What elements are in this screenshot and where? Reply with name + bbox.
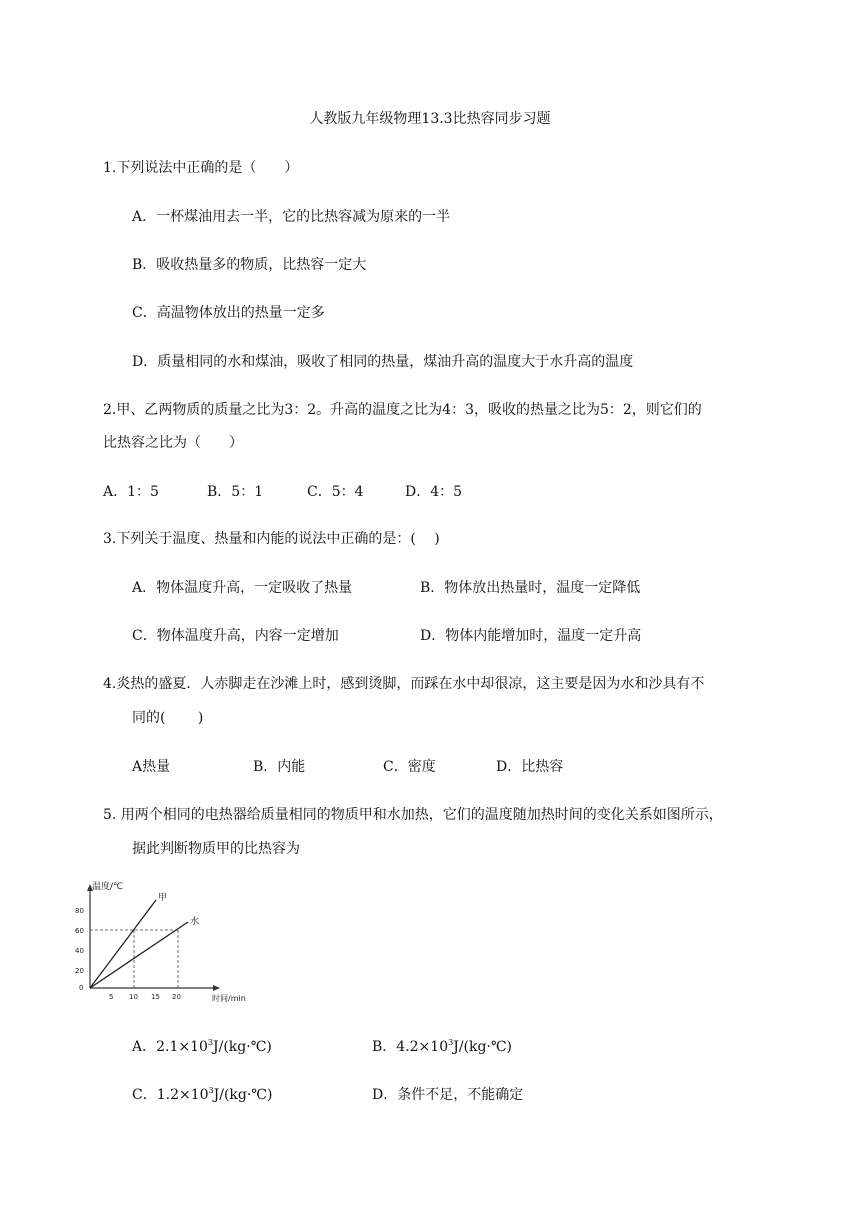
question-3-option-a: A．物体温度升高，一定吸收了热量 [132, 580, 353, 596]
line-jia-label: 甲 [158, 893, 168, 903]
option-b-text: B．4.2×10 [372, 1039, 449, 1055]
question-2-option-c: C．5：4 [307, 484, 364, 500]
question-4-stem-line1: 4.炎热的盛夏．人赤脚走在沙滩上时，感到烫脚，而踩在水中却很凉，这主要是因为水和沙具有不 [103, 676, 705, 692]
question-4-option-a: A热量 [132, 759, 171, 775]
option-a-exponent: 3 [207, 1038, 214, 1047]
question-1-stem: 1.下列说法中正确的是（ ） [103, 160, 299, 176]
question-1-option-b: B．吸收热量多的物质，比热容一定大 [132, 257, 367, 273]
question-2-option-a: A．1：5 [103, 484, 159, 500]
y-tick-20: 20 [75, 967, 84, 975]
question-2-stem-line2: 比热容之比为（ ） [103, 435, 243, 451]
x-axis-label: 时间/min [212, 994, 246, 1003]
x-tick-15: 15 [151, 993, 160, 1001]
question-4-option-b: B．内能 [253, 759, 306, 775]
question-4-option-c: C．密度 [383, 759, 436, 775]
question-2-stem-line1: 2.甲、乙两物质的质量之比为3：2。升高的温度之比为4：3，吸收的热量之比为5：2，则它们的 [103, 402, 702, 418]
option-c-text: C．1.2×10 [132, 1087, 209, 1103]
question-1-option-d: D．质量相同的水和煤油，吸收了相同的热量，煤油升高的温度大于水升高的温度 [132, 354, 634, 370]
question-1-option-c: C．高温物体放出的热量一定多 [132, 305, 325, 321]
x-axis-arrow [213, 985, 220, 991]
option-c-exponent: 3 [208, 1086, 214, 1095]
x-tick-10: 10 [129, 993, 138, 1001]
question-5-stem-line2: 据此判断物质甲的比热容为 [132, 841, 300, 857]
option-a-text: A．2.1×10 [132, 1039, 208, 1055]
y-axis-label: 温度/℃ [92, 882, 124, 892]
question-3-stem: 3.下列关于温度、热量和内能的说法中正确的是：( ) [103, 531, 440, 547]
question-5-option-a [132, 1038, 272, 1056]
question-5-option-c [132, 1086, 272, 1104]
x-tick-5: 5 [109, 993, 114, 1001]
question-4-stem-line2: 同的( ) [132, 710, 204, 726]
question-2-option-b: B．5：1 [207, 484, 264, 500]
page-title: 人教版九年级物理13.3比热容同步习题 [309, 111, 551, 127]
option-c-unit: J/(kg·℃) [213, 1087, 273, 1103]
option-a-unit: J/(kg·℃) [213, 1039, 272, 1055]
line-water [90, 922, 188, 988]
question-2-option-d: D．4：5 [405, 484, 463, 500]
y-tick-60: 60 [75, 927, 84, 935]
question-3-option-d: D．物体内能增加时，温度一定升高 [420, 628, 642, 644]
question-5-stem-line1: 5. 用两个相同的电热器给质量相同的物质甲和水加热，它们的温度随加热时间的变化关系如图所示， [103, 807, 723, 823]
question-3-option-c: C．物体温度升高，内容一定增加 [132, 628, 339, 644]
question-5-option-d: D．条件不足，不能确定 [372, 1087, 524, 1103]
question-4-option-d: D．比热容 [496, 759, 564, 775]
y-tick-80: 80 [75, 907, 84, 915]
option-b-exponent: 3 [448, 1038, 454, 1047]
option-b-unit: J/(kg·℃) [453, 1039, 513, 1055]
y-tick-40: 40 [75, 947, 84, 955]
question-3-option-b: B．物体放出热量时，温度一定降低 [420, 580, 641, 596]
x-tick-20: 20 [172, 993, 181, 1001]
y-tick-0: 0 [79, 984, 84, 992]
temperature-time-graph [72, 880, 262, 1005]
line-jia [90, 900, 156, 988]
question-5-option-b [372, 1038, 512, 1056]
line-water-label: 水 [190, 917, 200, 927]
question-1-option-a: A．一杯煤油用去一半，它的比热容减为原来的一半 [132, 209, 451, 225]
